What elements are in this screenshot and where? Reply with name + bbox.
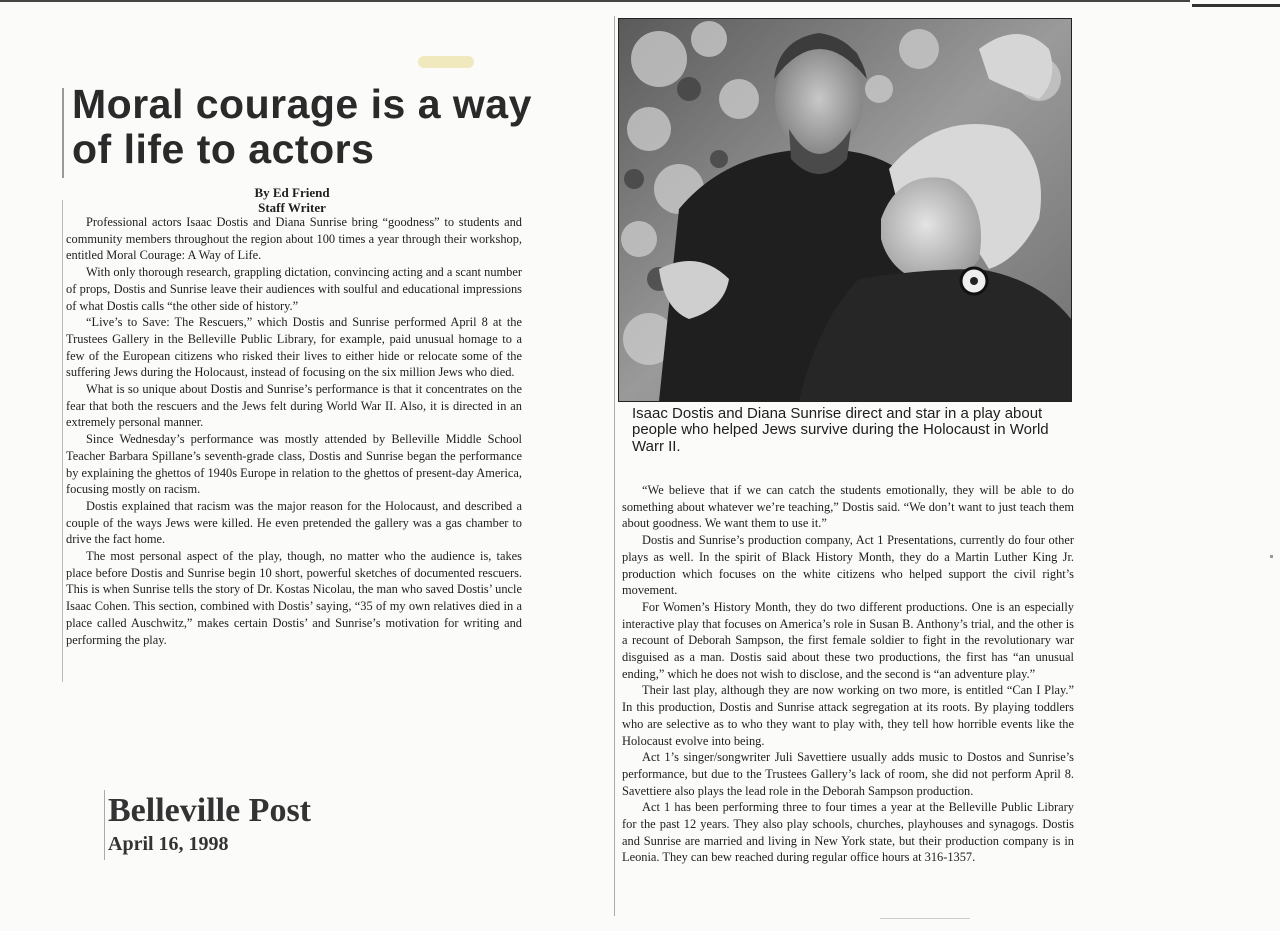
scan-speck — [880, 918, 970, 919]
newspaper-name: Belleville Post — [108, 792, 312, 829]
scan-top-edge-right — [1192, 4, 1280, 7]
paragraph: Act 1 has been performing three to four times a year at the Belleville Public Library for the past 12 years. They also play schools, churches, playhouses and synagogs. Dostis and Sunrise are married and living in New York state, but their production company is in Leonia. They can bew reached during regular office hours at 316-1357. — [622, 800, 1074, 865]
paragraph: “We believe that if we can catch the students emotionally, they will be able to do something about whatever we’re teaching,” Dostis said. “We don’t want to just teach them about goodness. We want them to use it.” — [622, 483, 1074, 531]
scan-speck — [1270, 555, 1273, 558]
paragraph: Their last play, although they are now working on two more, is entitled “Can I Play.” In this production, Dostis and Sunrise attack segregation at its roots. By playing toddlers who are selective as to who they want to play with, they tell how horrible events like the Holocaust evolve into being. — [622, 683, 1074, 748]
paragraph: What is so unique about Dostis and Sunrise’s performance is that it concentrates on the fear that both the rescuers and the Jews felt during World War II. Also, it is directed in an extremely personal manner. — [66, 382, 522, 430]
masthead-rule — [104, 790, 105, 860]
article-column-right — [622, 482, 1074, 866]
paragraph: “Live’s to Save: The Rescuers,” which Dostis and Sunrise performed April 8 at the Trustees Gallery in the Belleville Public Library, for example, paid unusual homage to a few of the European citizens who risked their lives to either hide or relocate some of the suffering Jews during the Holocaust, instead of focusing on the six million Jews who died. — [66, 315, 522, 380]
paper-stain — [418, 56, 474, 68]
column-divider — [614, 16, 615, 916]
paragraph: Dostis explained that racism was the major reason for the Holocaust, and described a couple of the ways Jews were killed. He even pretended the gallery was a gas chamber to drive the fact home. — [66, 498, 522, 547]
paragraph: Act 1’s singer/songwriter Juli Savettiere usually adds music to Dostos and Sunrise’s performance, but due to the Trustees Gallery’s lack of room, she did not perform April 8. Savettiere also plays the lead role in the Deborah Sampson production. — [622, 750, 1074, 798]
headline-rule — [62, 88, 64, 178]
scan-top-edge — [0, 0, 1190, 2]
paragraph: The most personal aspect of the play, though, no matter who the audience is, takes place before Dostis and Sunrise begin 10 short, powerful sketches of documented rescuers. This is when Sunrise tells the story of Dr. Kostas Nicolau, the man who saved Dostis’ uncle Isaac Cohen. This section, combined with Dostis’ saying, “35 of my own relatives died in a place called Auschwitz,” makes certain Dostis’ and Sunrise’s motivation for writing and performing the play. — [66, 549, 522, 647]
publication-date: April 16, 1998 — [108, 833, 229, 855]
paragraph: Since Wednesday’s performance was mostly attended by Belleville Middle School Teacher Barbara Spillane’s seventh-grade class, Dostis and Sunrise began the performance by explaining the ghettos of 1940s Europe in relation to the ghettos of present-day America, focusing mostly on racism. — [66, 432, 522, 497]
byline — [62, 185, 522, 215]
paragraph: Dostis and Sunrise’s production company, Act 1 Presentations, currently do four other plays as well. In the spirit of Black History Month, they do a Martin Luther King Jr. production which focuses on the white citizens who helped support the civil right’s movement. — [622, 533, 1074, 598]
paragraph: Professional actors Isaac Dostis and Diana Sunrise bring “goodness” to students and community members throughout the region about 100 times a year through their workshop, entitled Moral Courage: A Way of Life. — [66, 215, 522, 263]
article-column-left — [66, 214, 522, 648]
article-headline: Moral courage is a way of life to actors — [72, 81, 532, 172]
photo-actors-image — [619, 19, 1071, 401]
article-photo — [618, 18, 1072, 402]
left-column-rule — [62, 200, 63, 682]
photo-caption: Isaac Dostis and Diana Sunrise direct and star in a play about people who helped Jews survive during the Holocaust in World Warr II. — [632, 405, 1049, 455]
byline-author: By Ed Friend — [254, 185, 330, 200]
paragraph: With only thorough research, grappling dictation, convincing acting and a scant number of props, Dostis and Sunrise leave their audiences with soulful and educational impressions of what Dostis calls “the other side of history.” — [66, 265, 522, 313]
byline-role: Staff Writer — [258, 200, 326, 215]
paragraph: For Women’s History Month, they do two different productions. One is an especially interactive play that focuses on America’s role in Susan B. Anthony’s trial, and the other is a recount of Deborah Sampson, the first female soldier to fight in the revolutionary war disguised as a man. Dostis said about these two productions, the first has “an unusual ending,” which he does not wish to disclose, and the second is “an adventure play.” — [622, 599, 1074, 681]
